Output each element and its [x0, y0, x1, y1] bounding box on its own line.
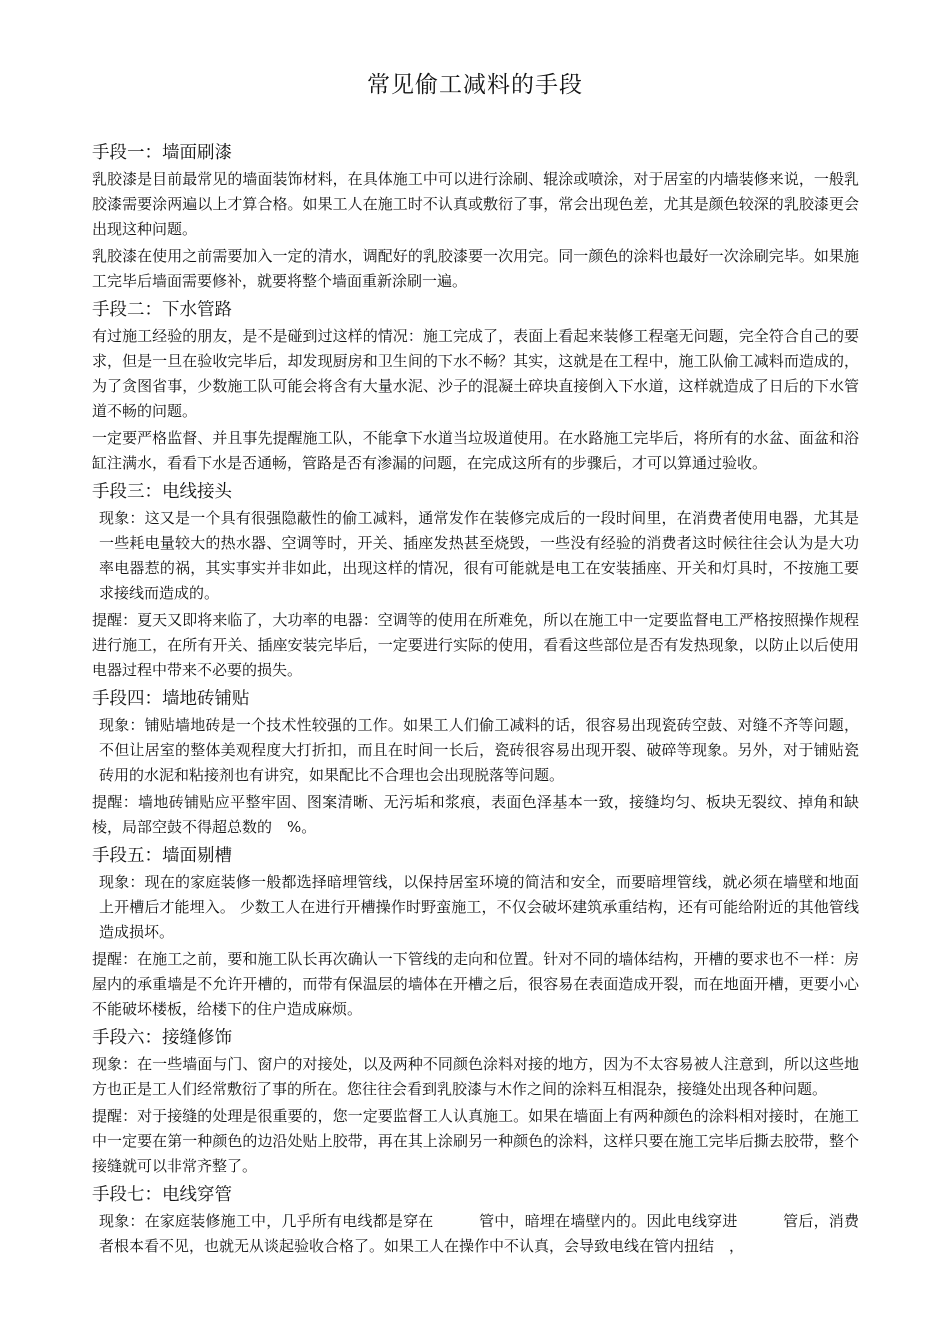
paragraph-reminder: 提醒：夏天又即将来临了，大功率的电器：空调等的使用在所难免，所以在施工中一定要监督电工严格按照操作规程进行施工，在所有开关、插座安装完毕后，一定要进行实际的使用，看看这些部位是否有发热现象，以防止以后使用电器过程中带来不必要的损失。 — [92, 611, 859, 679]
section-heading: 手段一：墙面刷漆 — [92, 143, 232, 163]
page-title: 常见偷工减料的手段 — [367, 72, 583, 98]
paragraph-reminder: 提醒：在施工之前，要和施工队长再次确认一下管线的走向和位置。针对不同的墙体结构，开槽的要求也不一样：房屋内的承重墙是不允许开槽的，而带有保温层的墙体在开槽之后，很容易在表面造成开裂，而在地面开槽，更要小心不能破坏楼板，给楼下的住户造成麻烦。 — [92, 950, 859, 1018]
section-3 — [92, 478, 859, 683]
paragraph: 有过施工经验的朋友，是不是碰到过这样的情况：施工完成了，表面上看起来装修工程毫无问题，完全符合自己的要求，但是一旦在验收完毕后，却发现厨房和卫生间的下水不畅？其实，这就是在工程中，施工队偷工减料而造成的，为了贪图省事，少数施工队可能会将含有大量水泥、沙子的混凝土碎块直接倒入下水道，这样就造成了日后的下水管道不畅的问题。 — [92, 327, 859, 420]
section-heading: 手段六：接缝修饰 — [92, 1028, 232, 1048]
section-heading: 手段七：电线穿管 — [92, 1185, 232, 1205]
paragraph: 一定要严格监督、并且事先提醒施工队，不能拿下水道当垃圾道使用。在水路施工完毕后，将所有的水盆、面盆和浴缸注满水，看看下水是否通畅，管路是否有渗漏的问题，在完成这所有的步骤后，才可以算通过验收。 — [92, 429, 859, 472]
section-7 — [92, 1181, 859, 1259]
paragraph-reminder: 提醒：对于接缝的处理是很重要的，您一定要监督工人认真施工。如果在墙面上有两种颜色的涂料相对接时，在施工中一定要在第一种颜色的边沿处贴上胶带，再在其上涂刷另一种颜色的涂料，这样只要在施工完毕后撕去胶带，整个接缝就可以非常齐整了。 — [92, 1107, 859, 1175]
section-5 — [92, 842, 859, 1022]
paragraph-phenomenon: 现象：铺贴墙地砖是一个技术性较强的工作。如果工人们偷工减料的话，很容易出现瓷砖空鼓、对缝不齐等问题，不但让居室的整体美观程度大打折扣，而且在时间一长后，瓷砖很容易出现开裂、破碎等现象。另外，对于铺贴瓷砖用的水泥和粘接剂也有讲究，如果配比不合理也会出现脱落等问题。 — [99, 716, 859, 784]
section-heading: 手段三：电线接头 — [92, 482, 232, 502]
section-heading: 手段四：墙地砖铺贴 — [92, 689, 250, 709]
paragraph-phenomenon: 现象：在家庭装修施工中，几乎所有电线都是穿在 管中，暗埋在墙壁内的。因此电线穿进 管后，消费者根本看不见，也就无从谈起验收合格了。如果工人在操作中不认真，会导致电线在管内扭结 ， — [99, 1212, 859, 1255]
document-body — [92, 139, 859, 1261]
paragraph-reminder: 提醒：墙地砖铺贴应平整牢固、图案清晰、无污垢和浆痕，表面色泽基本一致，接缝均匀、板块无裂纹、掉角和缺棱，局部空鼓不得超总数的 %。 — [92, 793, 859, 836]
paragraph: 乳胶漆是目前最常见的墙面装饰材料，在具体施工中可以进行涂刷、辊涂或喷涂，对于居室的内墙装修来说，一般乳胶漆需要涂两遍以上才算合格。如果工人在施工时不认真或敷衍了事，常会出现色差，尤其是颜色较深的乳胶漆更会出现这种问题。 — [92, 170, 859, 238]
paragraph-phenomenon: 现象：这又是一个具有很强隐蔽性的偷工减料，通常发作在装修完成后的一段时间里，在消费者使用电器，尤其是一些耗电量较大的热水器、空调等时，开关、插座发热甚至烧毁，一些没有经验的消费者这时候往往会认为是大功率电器惹的祸，其实事实并非如此，出现这样的情况，很有可能就是电工在安装插座、开关和灯具时，不按施工要求接线而造成的。 — [99, 509, 859, 602]
section-4 — [92, 685, 859, 840]
section-6 — [92, 1024, 859, 1179]
paragraph-phenomenon: 现象：在一些墙面与门、窗户的对接处，以及两种不同颜色涂料对接的地方，因为不太容易被人注意到，所以这些地方也正是工人们经常敷衍了事的所在。您往往会看到乳胶漆与木作之间的涂料互相混杂，接缝处出现各种问题。 — [92, 1055, 859, 1098]
paragraph: 乳胶漆在使用之前需要加入一定的清水，调配好的乳胶漆要一次用完。同一颜色的涂料也最好一次涂刷完毕。如果施工完毕后墙面需要修补，就要将整个墙面重新涂刷一遍。 — [92, 247, 859, 290]
section-heading: 手段五：墙面剔槽 — [92, 846, 232, 866]
section-1 — [92, 139, 859, 294]
paragraph-phenomenon: 现象：现在的家庭装修一般都选择暗埋管线，以保持居室环境的简洁和安全，而要暗埋管线，就必须在墙壁和地面上开槽后才能埋入。 少数工人在进行开槽操作时野蛮施工，不仅会破坏建筑承重结构，还有可能给附近的其他管线造成损坏。 — [99, 873, 859, 941]
section-heading: 手段二：下水管路 — [92, 300, 232, 320]
section-2 — [92, 296, 859, 476]
